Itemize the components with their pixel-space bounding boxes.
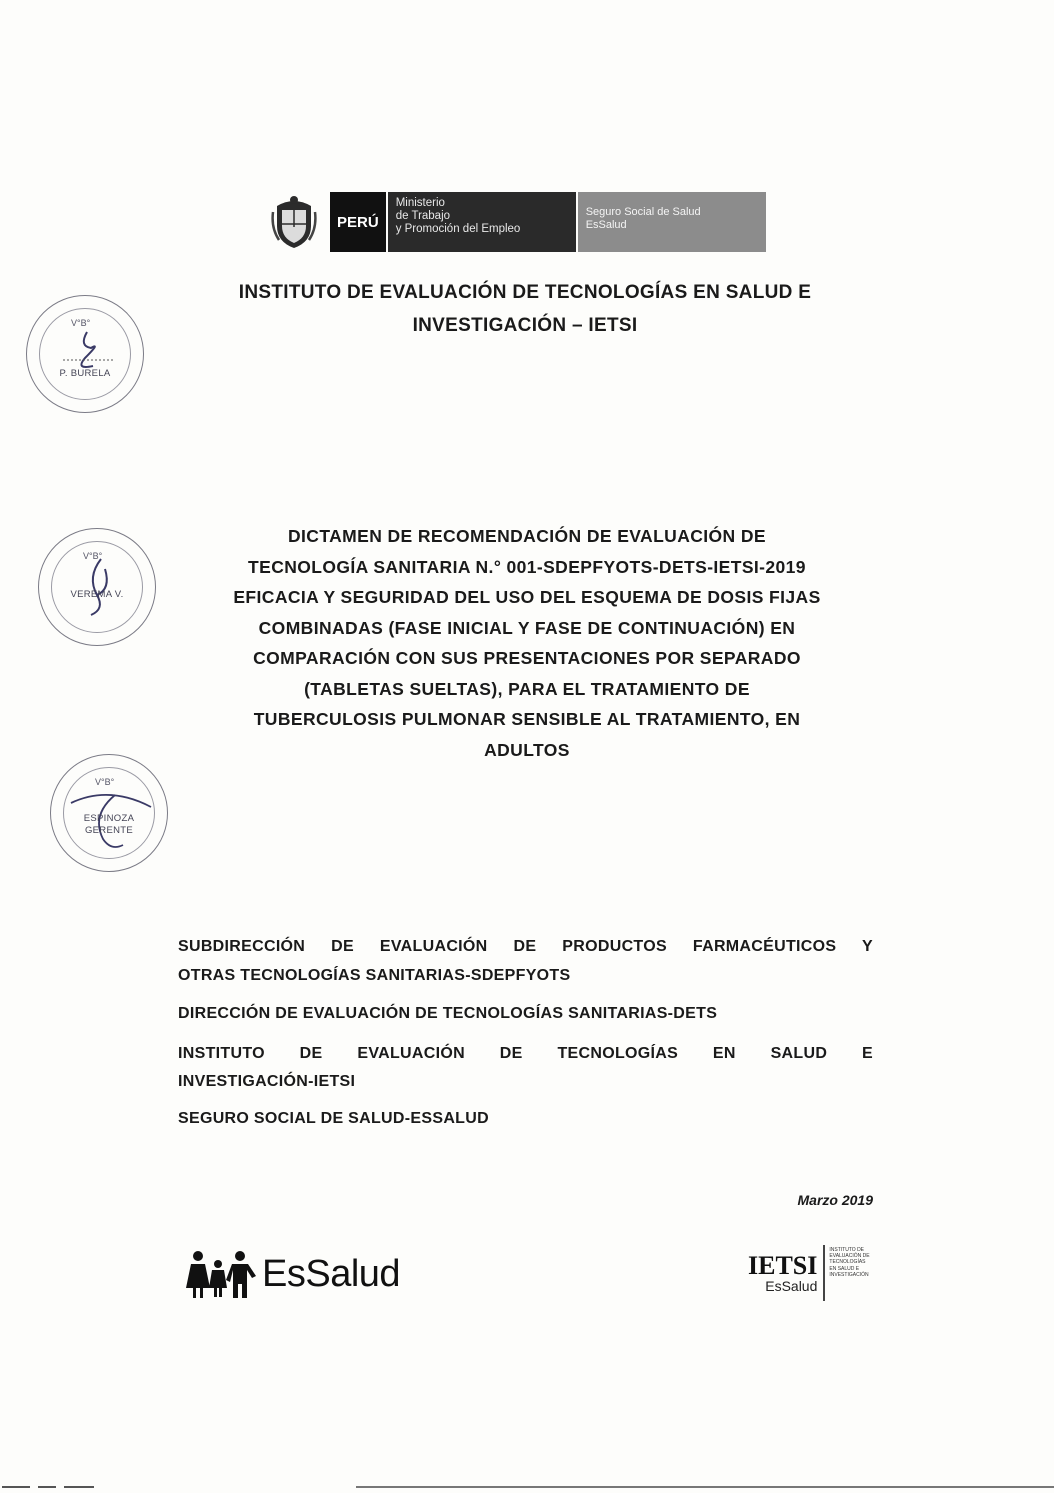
ietsi-acronym: IETSI bbox=[748, 1250, 818, 1280]
dictamen-line: ADULTOS bbox=[484, 739, 570, 760]
institute-title-line: INSTITUTO DE EVALUACIÓN DE TECNOLOGÍAS EN SALUD E bbox=[238, 282, 812, 303]
direccion-line: DIRECCIÓN DE EVALUACIÓN DE TECNOLOGÍAS SANITARIAS-DETS bbox=[178, 1005, 718, 1022]
approval-stamp bbox=[26, 295, 144, 413]
family-figures-icon bbox=[186, 1248, 258, 1300]
essalud-logo bbox=[186, 1243, 400, 1305]
subdireccion-line: SUBDIRECCIÓN DE EVALUACIÓN DE PRODUCTOS FARMACÉUTICOS Y bbox=[178, 938, 873, 955]
ietsi-logo bbox=[748, 1245, 873, 1301]
peru-coat-of-arms-icon bbox=[268, 192, 320, 252]
dictamen-line: (TABLETAS SUELTAS), PARA EL TRATAMIENTO DE bbox=[304, 678, 750, 699]
ministry-label bbox=[386, 192, 576, 252]
dictamen-line: COMBINADAS (FASE INICIAL Y FASE DE CONTINUACIÓN) EN bbox=[258, 617, 796, 638]
dictamen-line: TECNOLOGÍA SANITARIA N.° 001-SDEPFYOTS-DETS-IETSI-2019 bbox=[248, 556, 806, 577]
ministry-line: y Promoción del Empleo bbox=[395, 223, 521, 235]
approval-stamp bbox=[50, 754, 168, 872]
government-banner bbox=[268, 192, 766, 252]
dictamen-line: EFICACIA Y SEGURIDAD DEL USO DEL ESQUEMA DE DOSIS FIJAS bbox=[233, 587, 821, 607]
ietsi-sub: EsSalud bbox=[765, 1277, 818, 1294]
agency-line: Seguro Social de Salud bbox=[585, 206, 701, 218]
ietsi-descriptor: INSTITUTO DE EVALUACIÓN DE TECNOLOGÍAS EN SALUD E INVESTIGACIÓN bbox=[823, 1245, 873, 1301]
ministry-line: de Trabajo bbox=[395, 210, 451, 222]
dictamen-line: DICTAMEN DE RECOMENDACIÓN DE EVALUACIÓN DE bbox=[288, 526, 766, 546]
essalud-wordmark: EsSalud bbox=[262, 1252, 401, 1295]
seguro-line: SEGURO SOCIAL DE SALUD-ESSALUD bbox=[178, 1110, 489, 1127]
bottom-rule bbox=[356, 1486, 1054, 1488]
scan-mark bbox=[0, 1484, 100, 1490]
stamp-name: ESPINOZA bbox=[83, 813, 135, 824]
stamp-vobo: V°B° bbox=[71, 318, 91, 328]
dictamen-line: TUBERCULOSIS PULMONAR SENSIBLE AL TRATAMIENTO, EN bbox=[253, 709, 801, 729]
stamp-vobo: V°B° bbox=[83, 551, 103, 561]
instituto-line: INSTITUTO DE EVALUACIÓN DE TECNOLOGÍAS EN SALUD E bbox=[178, 1045, 873, 1062]
signature-icon bbox=[27, 296, 145, 414]
stamp-name: P. BURELA bbox=[59, 368, 111, 379]
stamp-role: GERENTE bbox=[84, 825, 134, 836]
institute-title bbox=[130, 276, 920, 342]
agency-label bbox=[576, 192, 766, 252]
signature-icon bbox=[39, 529, 157, 647]
approval-stamp bbox=[38, 528, 156, 646]
instituto-line: INVESTIGACIÓN-IETSI bbox=[178, 1073, 356, 1090]
document-date: Marzo 2019 bbox=[797, 1192, 873, 1208]
country-label: PERÚ bbox=[330, 192, 386, 252]
dictamen-line: COMPARACIÓN CON SUS PRESENTACIONES POR SEPARADO bbox=[253, 648, 801, 668]
subdireccion-line: OTRAS TECNOLOGÍAS SANITARIAS-SDEPFYOTS bbox=[178, 967, 571, 984]
dictamen-title bbox=[150, 521, 904, 765]
institute-title-line: INVESTIGACIÓN – IETSI bbox=[412, 315, 638, 336]
ministry-line: Ministerio bbox=[395, 197, 445, 209]
stamp-name: VEREMA V. bbox=[70, 589, 124, 600]
ietsi-wordmark bbox=[748, 1245, 823, 1301]
agency-line: EsSalud bbox=[585, 219, 627, 231]
stamp-vobo: V°B° bbox=[95, 777, 115, 787]
